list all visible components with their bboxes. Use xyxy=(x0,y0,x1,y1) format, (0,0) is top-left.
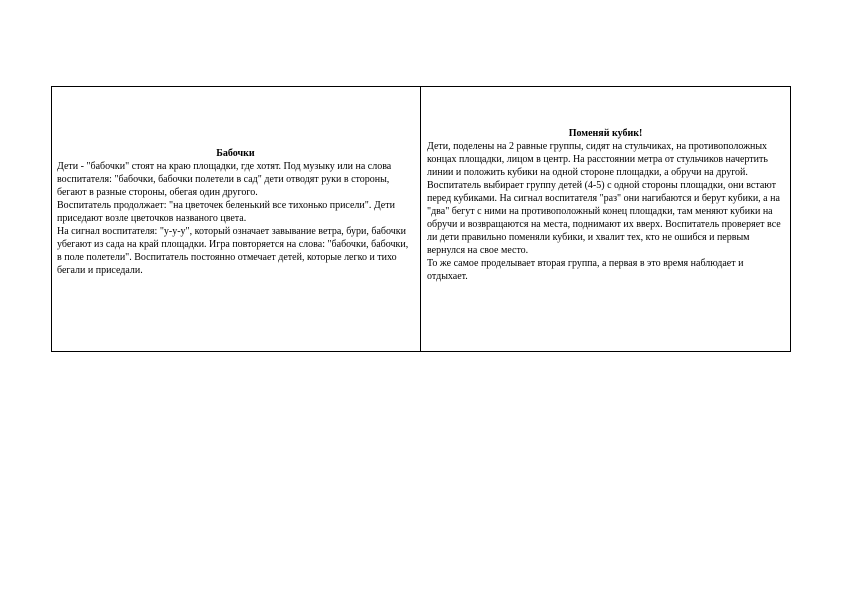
left-card-paragraph-2: Воспитатель продолжает: "на цветочек беленький все тихонько присели". Дети приседают возле цветочков названого цвета. xyxy=(57,200,395,224)
right-card-paragraph-2: То же самое проделывает вторая группа, а первая в это время наблюдает и отдыхает. xyxy=(427,258,744,282)
left-card-paragraph-1: Дети - "бабочки" стоят на краю площадки, где хотят. Под музыку или на слова воспитателя: "бабочки, бабочки полетели в сад" дети отводят руки в стороны, бегают в разные стороны, обегая один другого. xyxy=(57,161,392,198)
game-cards-table xyxy=(51,86,791,352)
left-card-paragraph-3: На сигнал воспитателя: "у-у-у", который означает завывание ветра, бури, бабочки убегают из сада на край площадки. Игра повторяется на слова: "бабочки, бабочки, в поле полетели". Воспитатель постоянно отмечает детей, которые легко и тихо бегали и приседали. xyxy=(57,226,409,276)
left-card-title: Бабочки xyxy=(216,148,255,159)
left-card-cell xyxy=(52,87,421,351)
right-card-title: Поменяй кубик! xyxy=(568,128,643,139)
right-card-cell xyxy=(421,87,790,351)
right-card-paragraph-1: Дети, поделены на 2 равные группы, сидят на стульчиках, на противоположных концах площадки, лицом в центр. На расстоянии метра от стульчиков начертить линии и положить кубики на одной стороне площадки, а обручи на другой. Воспитатель выбирает группу детей (4-5) с одной стороны площадки, они встают перед кубиками. На сигнал воспитателя "раз" они нагибаются и берут кубики, а на "два" бегут с ними на противоположный конец площадки, там меняют кубики на обручи и возвращаются на места, поднимают их вверх. Воспитатель проверяет все ли дети правильно поменяли кубики, и хвалит тех, кто не ошибся и первым вернулся на свое место. xyxy=(427,141,781,256)
